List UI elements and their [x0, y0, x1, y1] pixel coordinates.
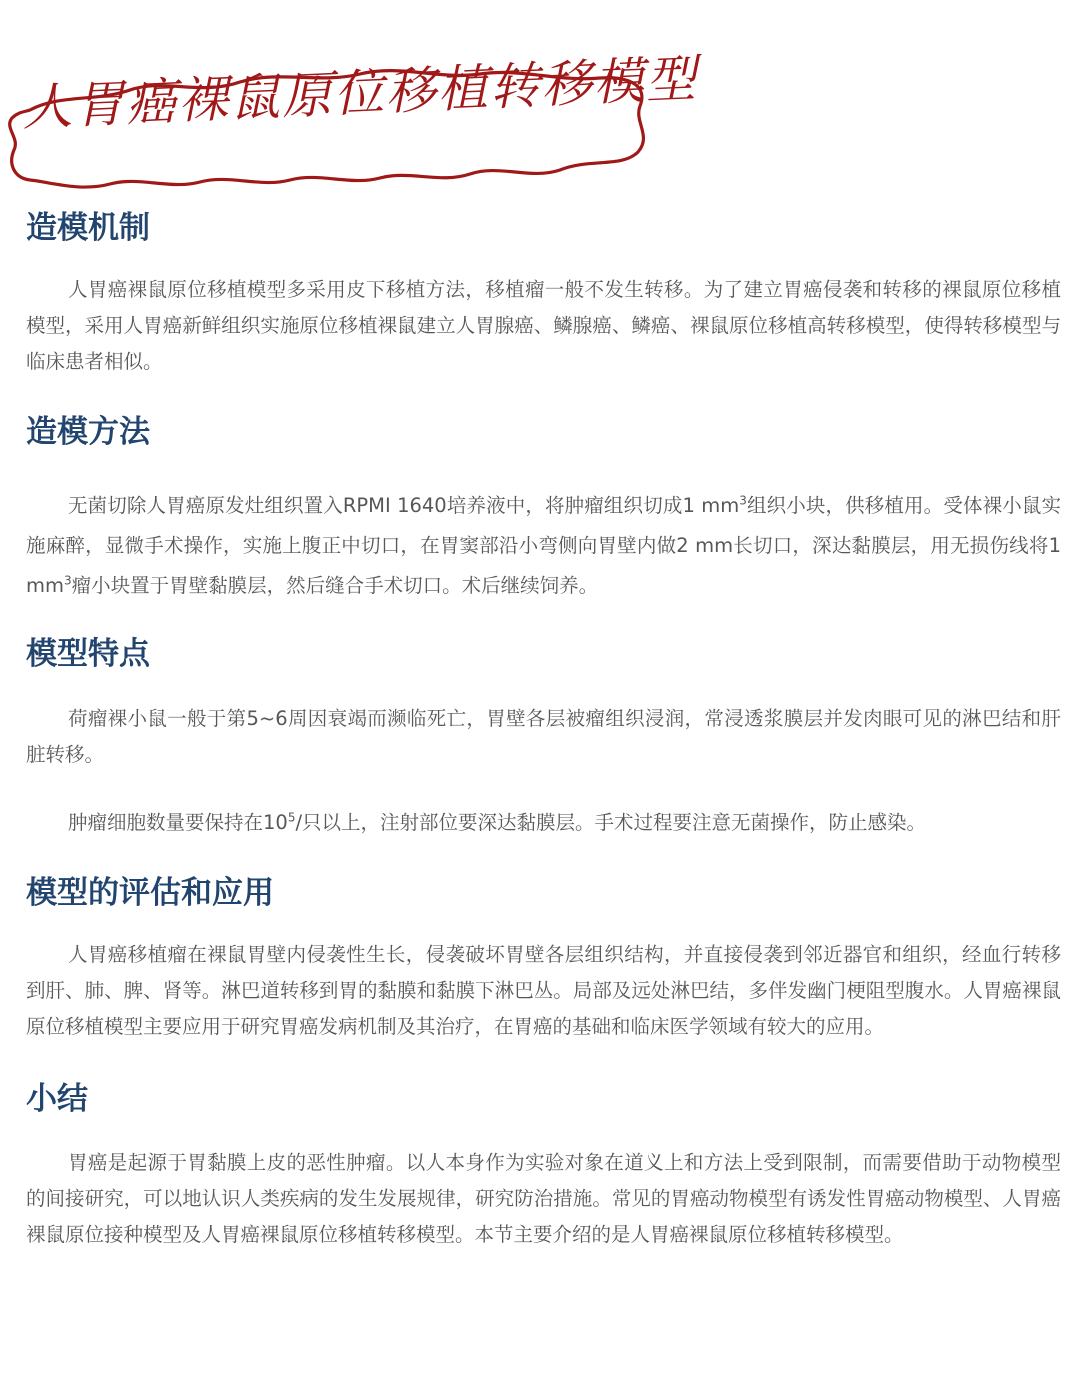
- paragraph: 人胃癌裸鼠原位移植模型多采用皮下移植方法，移植瘤一般不发生转移。为了建立胃癌侵袭和转移的裸鼠原位移植模型，采用人胃癌新鲜组织实施原位移植裸鼠建立人胃腺癌、鳞腺癌、鳞癌、裸鼠原位移植高转移模型，使得转移模型与临床患者相似。: [26, 278, 1061, 373]
- paragraph: 荷瘤裸小鼠一般于第5~6周因衰竭而濒临死亡，胃壁各层被瘤组织浸润，常浸透浆膜层并发肉眼可见的淋巴结和肝脏转移。: [26, 707, 1061, 766]
- paragraph: [26, 486, 1061, 606]
- text-run: /只以上，注射部位要深达黏膜层。手术过程要注意无菌操作，防止感染。: [295, 811, 927, 834]
- paragraph: 胃癌是起源于胃黏膜上皮的恶性肿瘤。以人本身作为实验对象在道义上和方法上受到限制，而需要借助于动物模型的间接研究，可以地认识人类疾病的发生发展规律，研究防治措施。常见的胃癌动物模型有诱发性胃癌动物模型、人胃癌裸鼠原位接种模型及人胃癌裸鼠原位移植转移模型。本节主要介绍的是人胃癌裸鼠原位移植转移模型。: [26, 1151, 1061, 1246]
- text-run: 瘤小块置于胃壁黏膜层，然后缝合手术切口。术后继续饲养。: [71, 574, 599, 597]
- section-summary: [26, 1075, 1061, 1253]
- section-evaluation: [26, 869, 1061, 1045]
- page-title: 人胃癌裸鼠原位移植转移模型: [20, 49, 699, 137]
- section-heading: 模型特点: [26, 636, 150, 672]
- section-heading: 造模方法: [26, 414, 150, 450]
- section-features: [26, 630, 1061, 841]
- section-heading: 模型的评估和应用: [26, 875, 274, 911]
- text-run: 肿瘤细胞数量要保持在10: [68, 811, 288, 834]
- section-method: [26, 408, 1061, 606]
- section-heading: 小结: [26, 1081, 88, 1117]
- paragraph: 人胃癌移植瘤在裸鼠胃壁内侵袭性生长，侵袭破坏胃壁各层组织结构，并直接侵袭到邻近器官和组织，经血行转移到肝、肺、脾、肾等。淋巴道转移到胃的黏膜和黏膜下淋巴丛。局部及远处淋巴结，多伴发幽门梗阻型腹水。人胃癌裸鼠原位移植模型主要应用于研究胃癌发病机制及其治疗，在胃癌的基础和临床医学领域有较大的应用。: [26, 943, 1061, 1038]
- article-body: [26, 200, 1061, 1253]
- section-mechanism: [26, 204, 1061, 380]
- section-heading: 造模机制: [26, 210, 150, 246]
- superscript: 3: [739, 493, 747, 508]
- superscript: 3: [64, 573, 72, 588]
- paragraph: [26, 805, 1061, 841]
- superscript: 5: [287, 810, 296, 825]
- text-run: 无菌切除人胃癌原发灶组织置入RPMI 1640培养液中，将肿瘤组织切成1 mm: [68, 494, 740, 517]
- text-run: 组织小块，供移植用。受体裸小鼠实施麻醉，显微手术操作，实施上腹正中切口，在胃窦部沿小弯侧向胃壁内做2 mm长切口，深达黏膜层，用无损伤线将1 mm: [26, 494, 1061, 597]
